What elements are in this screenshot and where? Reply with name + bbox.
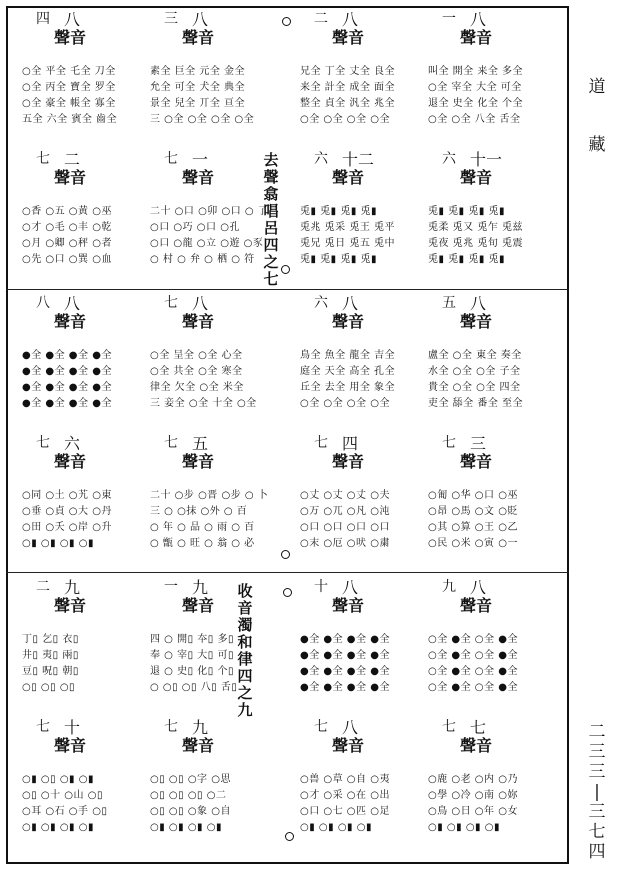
- tone-table-cell: [150, 720, 276, 836]
- grid-row: ○昂 ○馬 ○文 ○貶: [428, 506, 518, 517]
- cell-title-bottom: 聲音: [460, 452, 493, 471]
- cell-heading: [300, 12, 426, 54]
- cell-title-bottom: 聲音: [182, 168, 215, 187]
- cell-title: [460, 150, 503, 187]
- cell-title-bottom: 聲音: [54, 312, 87, 331]
- cell-title-bottom: 聲音: [182, 28, 215, 47]
- cell-heading: [22, 720, 148, 762]
- grid-row: 二十 ○口 ○卯 ○口 ○ 了: [150, 206, 269, 217]
- cell-number: 七: [36, 719, 50, 735]
- tone-table-cell: [22, 720, 148, 836]
- cell-grid: [428, 488, 554, 552]
- grid-row: 退 ○ 史▯ 化▯ 个▯: [150, 666, 234, 677]
- grid-row: ○全 豪全 帳全 寡全: [22, 98, 116, 109]
- grid-row: 二十 ○步 ○晋 ○步 ○ 卜: [150, 490, 269, 501]
- cell-number: 七: [164, 295, 178, 311]
- cell-title-bottom: 聲音: [332, 736, 365, 755]
- grid-row: ○▮ ○▮ ○▮ ○▮: [428, 822, 500, 833]
- cell-grid: [300, 204, 426, 268]
- cell-title: [460, 578, 493, 615]
- cell-title-top: 十: [64, 718, 81, 737]
- cell-title-top: 九: [192, 718, 209, 737]
- cell-title-bottom: 聲音: [182, 596, 215, 615]
- cell-title-top: 一: [192, 150, 209, 169]
- cell-grid: [150, 204, 276, 268]
- grid-row: 允全 可全 犬全 典全: [150, 82, 246, 93]
- grid-row: ○耳 ○石 ○手 ○▯: [22, 806, 108, 817]
- grid-row: ○才 ○采 ○在 ○出: [300, 790, 390, 801]
- grid-row: ○口 ○巧 ○口 ○孔: [150, 222, 240, 233]
- cell-heading: [22, 152, 148, 194]
- grid-row: ○學 ○冷 ○南 ○妳: [428, 790, 518, 801]
- section-divider: [6, 572, 569, 573]
- grid-row: ●全 ●全 ●全 ●全: [300, 682, 390, 693]
- cell-number: 十: [314, 579, 328, 595]
- cell-heading: [428, 436, 554, 478]
- grid-row: 丁▯ 乞▯ 衣▯: [22, 634, 79, 645]
- cell-title-top: 十一: [470, 150, 503, 169]
- cell-grid: [22, 64, 148, 128]
- grid-row: ○末 ○厄 ○吠 ○粛: [300, 538, 390, 549]
- grid-row: 五全 六全 賓全 齒全: [22, 114, 118, 125]
- cell-number: 八: [36, 295, 50, 311]
- grid-row: 鳥全 魚全 龍全 吉全: [300, 350, 396, 361]
- cell-title-bottom: 聲音: [460, 168, 493, 187]
- cell-title-top: 八: [470, 294, 487, 313]
- grid-row: ○丈 ○丈 ○丈 ○夫: [300, 490, 390, 501]
- cell-title-top: 五: [192, 434, 209, 453]
- grid-row: ●全 ●全 ●全 ●全: [22, 366, 112, 377]
- cell-heading: [428, 296, 554, 338]
- cell-title: [54, 718, 87, 755]
- cell-title-top: 八: [342, 294, 359, 313]
- grid-row: 庭全 天全 高全 孔全: [300, 366, 396, 377]
- binding-mark: [281, 550, 290, 559]
- cell-title-bottom: 聲音: [54, 28, 87, 47]
- cell-number: 九: [442, 579, 456, 595]
- tone-table-cell: [150, 12, 276, 128]
- cell-heading: [428, 12, 554, 54]
- cell-grid: [150, 64, 276, 128]
- grid-row: 退全 史全 化全 个全: [428, 98, 524, 109]
- grid-row: 盧全 ○全 東全 奏全: [428, 350, 522, 361]
- grid-row: ●全 ●全 ●全 ●全: [22, 350, 112, 361]
- grid-row: ○才 ○毛 ○丰 ○乾: [22, 222, 112, 233]
- cell-number: 七: [36, 435, 50, 451]
- cell-title: [182, 718, 215, 755]
- cell-number: 七: [442, 719, 456, 735]
- page-number: 二 三 三 | 三 七 四: [588, 722, 606, 862]
- margin-label-top: 道: [588, 77, 606, 97]
- grid-row: 兎▮ 兎▮ 兎▮ 兎▮: [428, 206, 506, 217]
- grid-row: 水全 ○全 ○全 子全: [428, 366, 521, 377]
- cell-heading: [428, 720, 554, 762]
- grid-row: 四 ○ 開▯ 夲▯ 多▯: [150, 634, 234, 645]
- cell-title-top: 八: [470, 578, 487, 597]
- tone-table-cell: [428, 436, 554, 552]
- cell-title-top: 六: [64, 434, 81, 453]
- cell-title: [332, 10, 365, 47]
- cell-title-bottom: 聲音: [332, 452, 365, 471]
- grid-row: 吏全 舔全 番全 至全: [428, 398, 524, 409]
- tone-table-cell: [428, 580, 554, 696]
- grid-row: ○▮ ○▮ ○▮ ○▮: [300, 822, 372, 833]
- cell-grid: [300, 632, 426, 696]
- grid-row: ○口 ○七 ○匹 ○足: [300, 806, 390, 817]
- cell-title-top: 八: [342, 10, 359, 29]
- grid-row: ○全 ●全 ○全 ●全: [428, 650, 518, 661]
- grid-row: ●全 ●全 ●全 ●全: [300, 666, 390, 677]
- cell-title-top: 八: [342, 578, 359, 597]
- grid-row: ○香 ○五 ○黄 ○巫: [22, 206, 112, 217]
- grid-row: ○全 呈全 ○全 心全: [150, 350, 243, 361]
- tone-table-cell: [428, 296, 554, 412]
- cell-grid: [150, 632, 276, 696]
- cell-number: 二: [314, 11, 328, 27]
- grid-row: ○垂 ○貞 ○大 ○丹: [22, 506, 112, 517]
- tone-table-cell: [300, 296, 426, 412]
- cell-title-bottom: 聲音: [54, 168, 87, 187]
- grid-row: ○▮ ○▮ ○▮ ○▮: [150, 822, 222, 833]
- tone-table-cell: [428, 720, 554, 836]
- grid-row: ○兽 ○草 ○自 ○夷: [300, 774, 390, 785]
- grid-row: ○▮ ○▯ ○▮ ○▮: [22, 774, 94, 785]
- grid-row: ●全 ●全 ●全 ●全: [300, 650, 390, 661]
- cell-heading: [150, 436, 276, 478]
- cell-title-top: 八: [342, 718, 359, 737]
- cell-grid: [300, 488, 426, 552]
- cell-title-top: 三: [470, 434, 487, 453]
- cell-grid: [428, 772, 554, 836]
- cell-heading: [22, 296, 148, 338]
- cell-title: [182, 294, 215, 331]
- cell-grid: [22, 488, 148, 552]
- tone-table-cell: [22, 436, 148, 552]
- cell-title: [54, 294, 87, 331]
- cell-grid: [428, 632, 554, 696]
- cell-title: [332, 718, 365, 755]
- cell-grid: [428, 204, 554, 268]
- grid-row: ○ ○▯ ○▯ 八▯ 舌▯: [150, 682, 238, 693]
- tone-table-cell: [300, 12, 426, 128]
- grid-row: 貴全 ○全 ○全 四全: [428, 382, 521, 393]
- cell-heading: [428, 152, 554, 194]
- grid-row: ○鹿 ○老 ○内 ○乃: [428, 774, 518, 785]
- grid-row: ○民 ○米 ○寅 ○一: [428, 538, 518, 549]
- cell-number: 六: [442, 151, 456, 167]
- grid-row: ○其 ○算 ○王 ○乙: [428, 522, 518, 533]
- grid-row: 叫全 開全 来全 多全: [428, 66, 524, 77]
- grid-row: 三 ○ ○抹 ○外 ○ 百: [150, 506, 248, 517]
- grid-row: 整全 貞全 汎全 兆全: [300, 98, 396, 109]
- cell-number: 七: [314, 435, 328, 451]
- cell-title-top: 八: [192, 294, 209, 313]
- cell-number: 四: [36, 11, 50, 27]
- grid-row: 三 ○全 ○全 ○全 ○全: [150, 114, 255, 125]
- grid-row: ●全 ●全 ●全 ●全: [22, 382, 112, 393]
- cell-title-bottom: 聲音: [332, 168, 365, 187]
- tone-table-cell: [300, 720, 426, 836]
- cell-title: [54, 10, 87, 47]
- cell-title-bottom: 聲音: [54, 452, 87, 471]
- grid-row: ○万 ○兀 ○凡 ○沌: [300, 506, 390, 517]
- cell-title-bottom: 聲音: [182, 736, 215, 755]
- grid-row: ○全 ●全 ○全 ●全: [428, 634, 518, 645]
- grid-row: 素全 巨全 元全 金全: [150, 66, 246, 77]
- grid-row: ○口 ○口 ○口 ○口: [300, 522, 390, 533]
- grid-row: ○月 ○卿 ○秤 ○者: [22, 238, 112, 249]
- grid-row: ○▮ ○▮ ○▮ ○▮: [22, 538, 94, 549]
- cell-title: [332, 578, 365, 615]
- grid-row: 豆▯ 呪▯ 朝▯: [22, 666, 79, 677]
- grid-row: ○全 宰全 大全 可全: [428, 82, 522, 93]
- binding-mark: [282, 17, 291, 26]
- cell-title: [332, 294, 365, 331]
- cell-number: 七: [164, 719, 178, 735]
- cell-heading: [150, 152, 276, 194]
- cell-title-bottom: 聲音: [460, 312, 493, 331]
- section-divider: [6, 289, 569, 290]
- cell-title: [460, 294, 493, 331]
- cell-heading: [300, 720, 426, 762]
- cell-number: 七: [442, 435, 456, 451]
- cell-grid: [150, 772, 276, 836]
- cell-grid: [150, 348, 276, 412]
- grid-row: ○全 丙全 寶全 罗全: [22, 82, 116, 93]
- cell-title-top: 二: [64, 150, 81, 169]
- cell-title-bottom: 聲音: [332, 28, 365, 47]
- tone-table-cell: [22, 296, 148, 412]
- grid-row: 井▯ 夷▯ 兩▯: [22, 650, 79, 661]
- cell-number: 一: [164, 579, 178, 595]
- grid-row: ○鳥 ○日 ○年 ○女: [428, 806, 518, 817]
- tone-table-cell: [22, 12, 148, 128]
- grid-row: ○ 年 ○ 品 ○ 雨 ○ 百: [150, 522, 255, 533]
- cell-number: 七: [36, 151, 50, 167]
- grid-row: ○全 共全 ○全 寒全: [150, 366, 243, 377]
- vertical-caption-upper: 去 聲 翕 唱 呂 四 之 七: [263, 151, 279, 288]
- tone-table-cell: [428, 12, 554, 128]
- cell-title-top: 十二: [342, 150, 375, 169]
- cell-title: [54, 434, 87, 471]
- cell-number: 二: [36, 579, 50, 595]
- cell-grid: [300, 64, 426, 128]
- cell-number: 五: [442, 295, 456, 311]
- grid-row: 兎▮ 兎▮ 兎▮ 兎▮: [300, 254, 378, 265]
- grid-row: 奉 ○ 宰▯ 大▯ 可▯: [150, 650, 234, 661]
- cell-heading: [300, 296, 426, 338]
- cell-title-top: 九: [64, 578, 81, 597]
- grid-row: ○▯ ○▯ ○字 ○思: [150, 774, 231, 785]
- cell-title-bottom: 聲音: [460, 596, 493, 615]
- cell-title: [460, 434, 493, 471]
- grid-row: 丘全 去全 用全 象全: [300, 382, 396, 393]
- tone-table-cell: [150, 152, 276, 268]
- cell-title-top: 八: [64, 294, 81, 313]
- cell-number: 七: [314, 719, 328, 735]
- cell-title: [54, 578, 87, 615]
- cell-grid: [22, 204, 148, 268]
- cell-title: [182, 434, 215, 471]
- grid-row: ○全 ●全 ○全 ●全: [428, 666, 518, 677]
- cell-heading: [150, 12, 276, 54]
- margin-label-mid: 藏: [588, 135, 606, 155]
- cell-number: 一: [442, 11, 456, 27]
- cell-title: [54, 150, 87, 187]
- cell-heading: [22, 580, 148, 622]
- cell-title-bottom: 聲音: [332, 596, 365, 615]
- grid-row: 兎▮ 兎▮ 兎▮ 兎▮: [428, 254, 506, 265]
- grid-row: 兎夜 兎兆 兎旬 兎震: [428, 238, 524, 249]
- cell-heading: [22, 12, 148, 54]
- cell-title-bottom: 聲音: [182, 312, 215, 331]
- binding-mark: [283, 588, 292, 597]
- cell-title: [460, 10, 493, 47]
- cell-title-bottom: 聲音: [54, 596, 87, 615]
- cell-grid: [300, 772, 426, 836]
- cell-grid: [22, 632, 148, 696]
- grid-row: ○▯ ○▯ ○▯ ○二: [150, 790, 227, 801]
- grid-row: ○全 ●全 ○全 ●全: [428, 682, 518, 693]
- grid-row: ○▯ ○▯ ○象 ○自: [150, 806, 231, 817]
- cell-title-top: 四: [342, 434, 359, 453]
- cell-grid: [150, 488, 276, 552]
- cell-grid: [428, 64, 554, 128]
- binding-mark: [281, 265, 290, 274]
- cell-title-bottom: 聲音: [182, 452, 215, 471]
- cell-title: [182, 10, 215, 47]
- grid-row: ○ 村 ○ 弁 ○ 栖 ○ 符: [150, 254, 255, 265]
- grid-row: 来全 計全 成全 面全: [300, 82, 396, 93]
- grid-row: ○ 甑 ○ 旺 ○ 翁 ○ 必: [150, 538, 255, 549]
- cell-title-bottom: 聲音: [332, 312, 365, 331]
- cell-title-bottom: 聲音: [460, 736, 493, 755]
- cell-title-top: 七: [470, 718, 487, 737]
- grid-row: 兎▮ 兎▮ 兎▮ 兎▮: [300, 206, 378, 217]
- cell-number: 六: [314, 151, 328, 167]
- grid-row: ○先 ○口 ○巽 ○血: [22, 254, 112, 265]
- cell-heading: [150, 720, 276, 762]
- grid-row: 三 妾全 ○全 十全 ○全: [150, 398, 257, 409]
- cell-title-bottom: 聲音: [460, 28, 493, 47]
- tone-table-cell: [150, 580, 276, 696]
- cell-grid: [22, 772, 148, 836]
- cell-grid: [300, 348, 426, 412]
- grid-row: ○▯ ○▯ ○▯: [22, 682, 76, 693]
- grid-row: ○田 ○夭 ○岸 ○升: [22, 522, 112, 533]
- cell-heading: [300, 436, 426, 478]
- grid-row: ○全 ○全 ○全 ○全: [300, 398, 390, 409]
- cell-title: [332, 150, 375, 187]
- cell-number: 七: [164, 435, 178, 451]
- cell-grid: [22, 348, 148, 412]
- cell-title-top: 八: [192, 10, 209, 29]
- tone-table-cell: [300, 436, 426, 552]
- grid-row: ○同 ○土 ○艽 ○東: [22, 490, 112, 501]
- cell-heading: [22, 436, 148, 478]
- cell-grid: [428, 348, 554, 412]
- tone-table-cell: [150, 436, 276, 552]
- cell-title: [182, 150, 215, 187]
- grid-row: ○▮ ○▮ ○▮ ○▮: [22, 822, 94, 833]
- grid-row: ○▯ ○十 ○山 ○▯: [22, 790, 103, 801]
- cell-title-top: 八: [64, 10, 81, 29]
- grid-row: ●全 ●全 ●全 ●全: [300, 634, 390, 645]
- tone-table-cell: [22, 580, 148, 696]
- cell-number: 七: [164, 151, 178, 167]
- cell-title-bottom: 聲音: [54, 736, 87, 755]
- grid-row: ○口 ○龍 ○立 ○遊 ○豕: [150, 238, 264, 249]
- cell-heading: [300, 152, 426, 194]
- cell-heading: [150, 296, 276, 338]
- tone-table-cell: [150, 296, 276, 412]
- grid-row: 兄全 丁全 丈全 良全: [300, 66, 396, 77]
- tone-table-cell: [428, 152, 554, 268]
- tone-table-cell: [300, 580, 426, 696]
- cell-heading: [428, 580, 554, 622]
- cell-title-top: 九: [192, 578, 209, 597]
- grid-row: ○全 ○全 ○全 ○全: [300, 114, 390, 125]
- cell-heading: [300, 580, 426, 622]
- cell-number: 三: [164, 11, 178, 27]
- cell-title: [460, 718, 493, 755]
- cell-title: [182, 578, 215, 615]
- vertical-caption-lower: 收 音 濁 和 律 四 之 九: [237, 582, 253, 719]
- grid-row: ○全 平全 乇全 刀全: [22, 66, 116, 77]
- grid-row: 景全 兒全 丌全 亘全: [150, 98, 246, 109]
- grid-row: ○全 ○全 八全 舌全: [428, 114, 521, 125]
- grid-row: 兎柔 兎又 兎乍 兎兹: [428, 222, 524, 233]
- grid-row: ○匍 ○华 ○口 ○巫: [428, 490, 518, 501]
- binding-mark: [285, 832, 294, 841]
- tone-table-cell: [22, 152, 148, 268]
- grid-row: 兎兆 兎采 兎王 兎平: [300, 222, 396, 233]
- grid-row: 兎兄 兎日 兎五 兎中: [300, 238, 396, 249]
- tone-table-cell: [300, 152, 426, 268]
- grid-row: 律全 欠全 ○全 米全: [150, 382, 244, 393]
- cell-title-top: 八: [470, 10, 487, 29]
- grid-row: ●全 ●全 ●全 ●全: [22, 398, 112, 409]
- cell-title: [332, 434, 365, 471]
- cell-heading: [150, 580, 276, 622]
- cell-number: 六: [314, 295, 328, 311]
